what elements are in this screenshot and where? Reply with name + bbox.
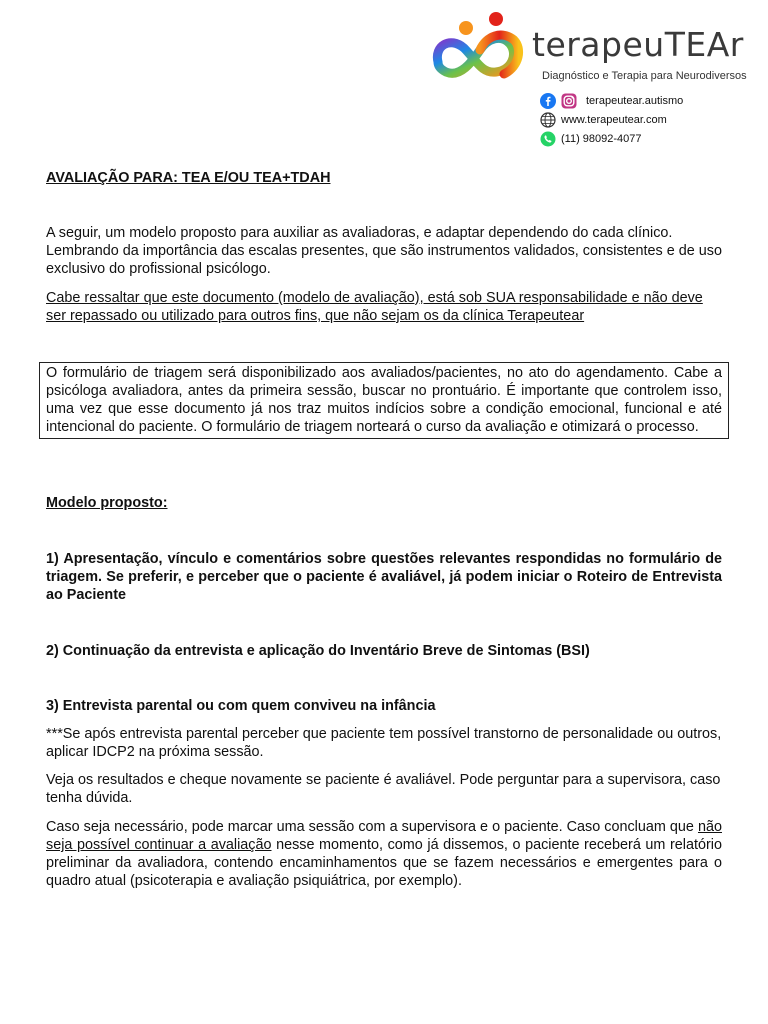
note-supervisor-underlined: não seja possível continuar a avaliação bbox=[46, 819, 722, 853]
brand-tagline: Diagnóstico e Terapia para Neurodiversos bbox=[542, 70, 747, 82]
social-contact bbox=[540, 92, 683, 110]
step-3: 3) Entrevista parental ou com quem conviveu na infância bbox=[46, 698, 436, 714]
facebook-icon bbox=[540, 93, 556, 109]
instagram-icon bbox=[561, 93, 577, 109]
note-supervisor-text-a: Caso seja necessário, pode marcar uma sessão com a supervisora e o paciente. Caso concluam que bbox=[46, 819, 698, 835]
website-link[interactable]: www.terapeutear.com bbox=[561, 114, 667, 126]
letterhead bbox=[430, 10, 760, 150]
phone-contact bbox=[540, 130, 642, 148]
disclaimer-paragraph: Cabe ressaltar que este documento (modelo de avaliação), está sob SUA responsabilidade e não deve ser repassado ou utilizado para outros fins, que não sejam os da clínica Terapeutear bbox=[46, 290, 703, 324]
infinity-logo-icon bbox=[430, 10, 526, 90]
model-heading: Modelo proposto: bbox=[46, 495, 168, 511]
note-idcp2: ***Se após entrevista parental perceber que paciente tem possível transtorno de personalidade ou outros, aplicar IDCP2 na próxima sessão. bbox=[46, 726, 722, 760]
whatsapp-icon bbox=[540, 131, 556, 147]
document-title: AVALIAÇÃO PARA: TEA E/OU TEA+TDAH bbox=[46, 170, 331, 186]
step-1: 1) Apresentação, vínculo e comentários sobre questões relevantes respondidas no formulário de triagem. Se preferir, e perceber que o paciente é avaliável, já podem iniciar o Roteiro de Entrevista ao Paciente bbox=[46, 551, 722, 603]
triage-form-box: O formulário de triagem será disponibilizado aos avaliados/pacientes, no ato do agendamento. Cabe a psicóloga avaliadora, antes da primeira sessão, buscar no prontuário. É importante que controlem isso, uma vez que esse documento já nos traz muitos indícios sobre a condição emocional, funcional e até intencional do paciente. O formulário de triagem norteará o curso da avaliação e otimizará o processo. bbox=[39, 362, 729, 439]
website-contact bbox=[540, 111, 667, 129]
globe-icon bbox=[540, 112, 556, 128]
brand-name: terapeuTEAr bbox=[532, 25, 744, 64]
note-supervisor-session bbox=[46, 818, 722, 890]
intro-paragraph: A seguir, um modelo proposto para auxiliar as avaliadoras, e adaptar dependendo do cada clínico. Lembrando da importância das escalas presentes, que são instrumentos validados, consistentes e de uso exclusivo do profissional psicólogo. bbox=[46, 225, 722, 277]
note-supervisor-text-b: nesse momento, como já dissemos, o paciente receberá um relatório preliminar da avaliadora, contendo encaminhamentos que se fazem necessários e emergentes para o quadro atual (psicoterapia e avaliação psiquiátrica, por exemplo). bbox=[46, 837, 722, 889]
step-2: 2) Continuação da entrevista e aplicação do Inventário Breve de Sintomas (BSI) bbox=[46, 643, 590, 659]
note-results: Veja os resultados e cheque novamente se paciente é avaliável. Pode perguntar para a supervisora, caso tenha dúvida. bbox=[46, 772, 721, 806]
phone-number[interactable]: (11) 98092-4077 bbox=[561, 133, 642, 145]
social-handle[interactable]: terapeutear.autismo bbox=[586, 95, 684, 107]
